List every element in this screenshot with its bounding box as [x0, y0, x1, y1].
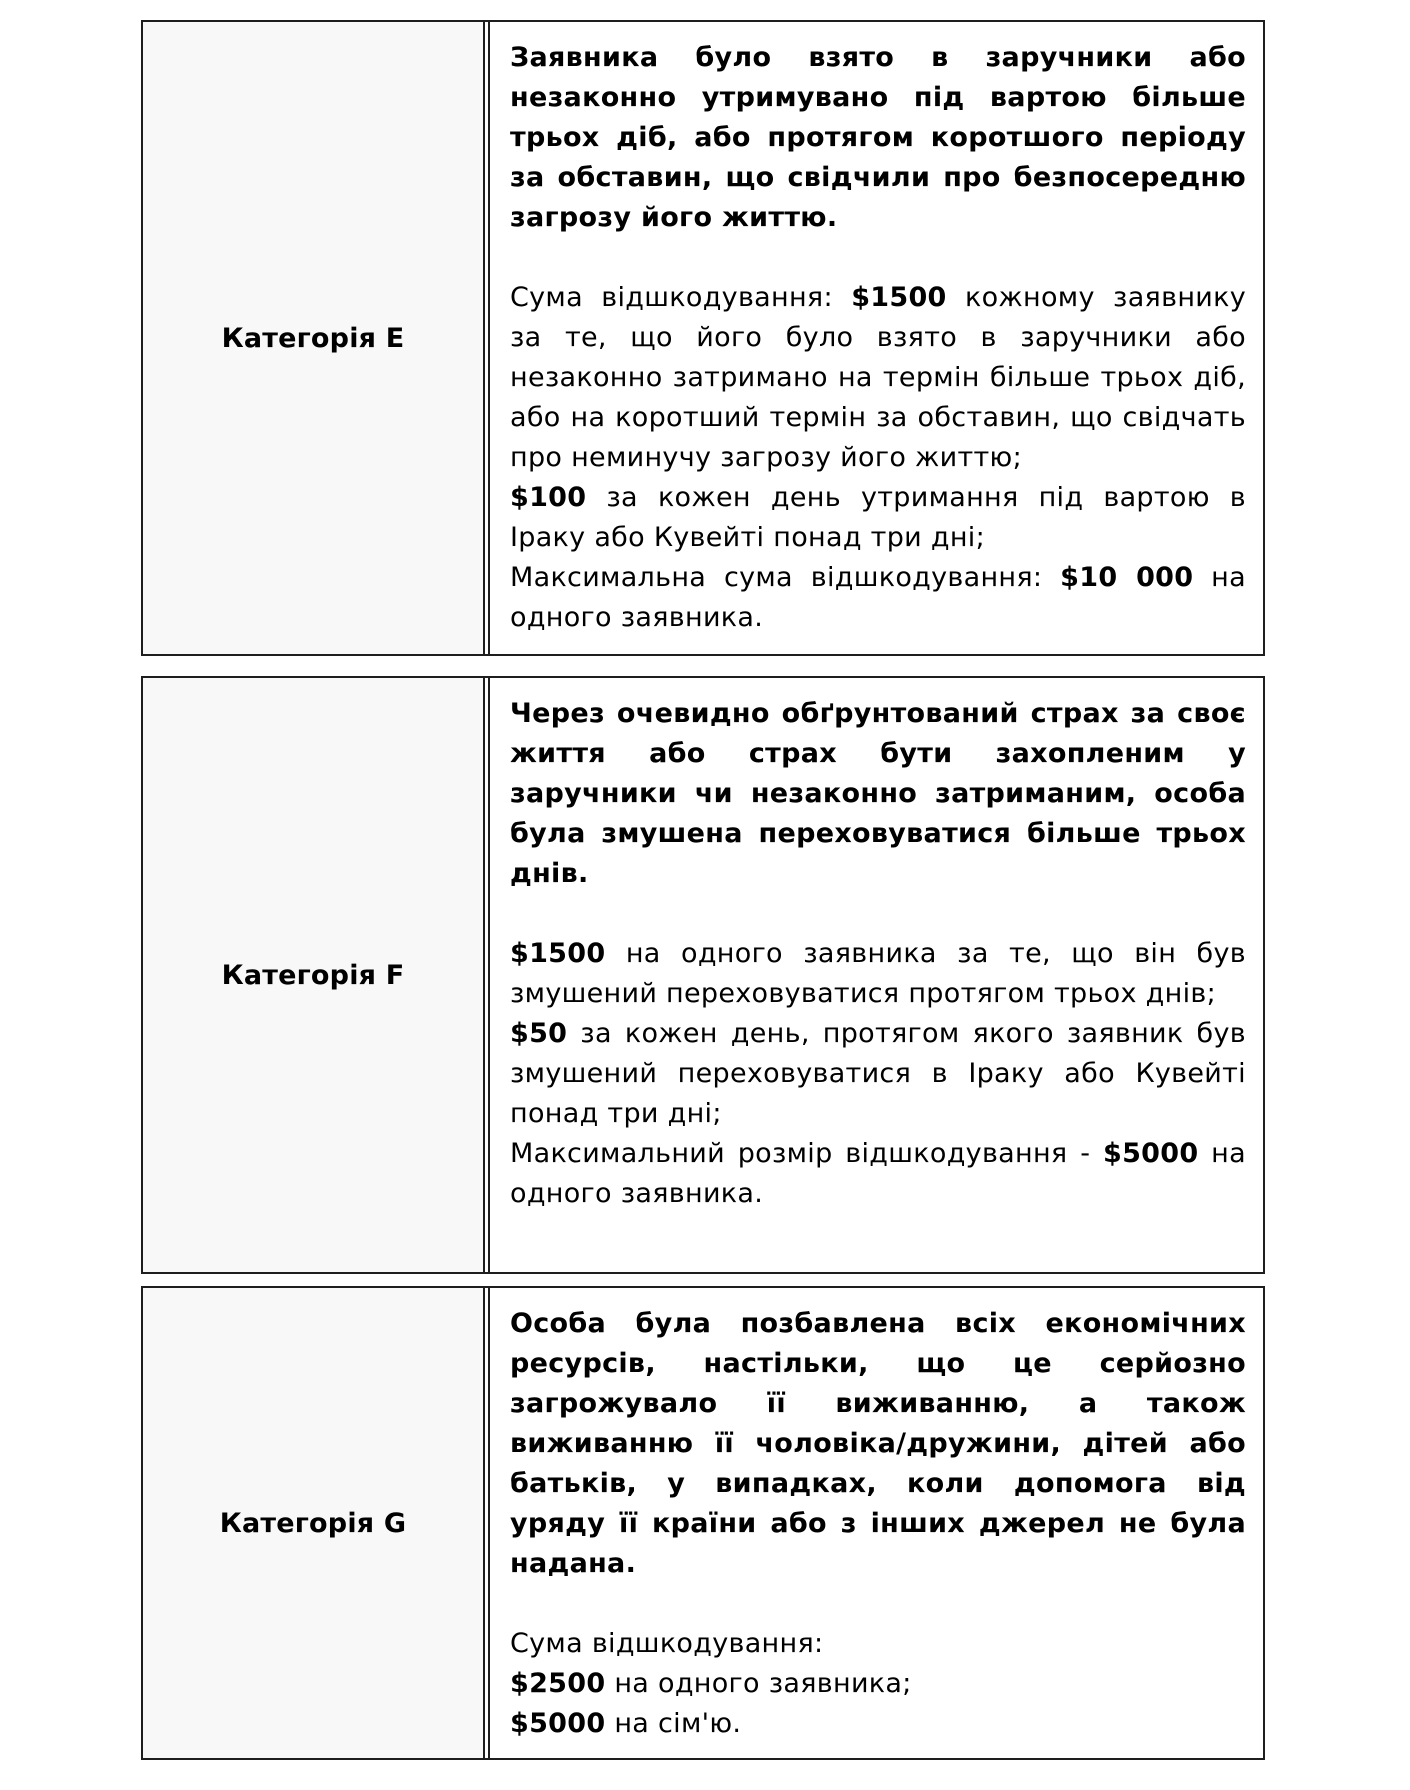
- category-e-table: [141, 20, 1265, 656]
- category-g-compensation: [510, 1624, 1246, 1744]
- category-g-table: [141, 1286, 1265, 1760]
- category-f-compensation: [510, 934, 1246, 1214]
- line-text: Сума відшкодування:: [510, 1628, 824, 1659]
- line-text: за кожен день, протягом якого заявник був змушений переховуватися в Іраку або Кувейті понад три дні;: [510, 1018, 1246, 1129]
- category-f-criteria: Через очевидно обґрунтований страх за своє життя або страх бути захопленим у заручники чи незаконно затриманим, особа була змушена переховуватися більше трьох днів.: [510, 698, 1246, 889]
- compensation-line: [510, 558, 1246, 638]
- compensation-line: [510, 278, 1246, 478]
- compensation-line: [510, 478, 1246, 558]
- category-g-label: Категорія G: [219, 1507, 407, 1539]
- line-text: Максимальний розмір відшкодування -: [510, 1138, 1103, 1169]
- category-f-label: Категорія F: [221, 959, 405, 991]
- line-text: Максимальна сума відшкодування:: [510, 562, 1061, 593]
- line-amount: $10 000: [1060, 562, 1194, 593]
- category-g-criteria: Особа була позбавлена всіх економічних ресурсів, настільки, що це серйозно загрожувало її виживанню, а також виживанню її чоловіка/дружини, дітей або батьків, у випадках, коли допомога від уряду її країни або з інших джерел не була надана.: [510, 1308, 1246, 1579]
- line-text: на одного заявника;: [605, 1668, 912, 1699]
- line-amount: $1500: [851, 282, 947, 313]
- line-text: кожному заявнику за те, що його було взято в заручники або незаконно затримано на термін більше трьох діб, або на коротший термін за обставин, що свідчать про неминучу загрозу його життю;: [510, 282, 1247, 473]
- category-g-label-cell: [143, 1288, 485, 1758]
- compensation-line: [510, 1704, 1246, 1744]
- line-text: на сім'ю.: [605, 1708, 742, 1739]
- compensation-line: [510, 1624, 1246, 1664]
- line-amount: $50: [510, 1018, 568, 1049]
- line-amount: $5000: [510, 1708, 606, 1739]
- line-amount: $100: [510, 482, 587, 513]
- category-e-label: Категорія E: [221, 322, 405, 354]
- category-e-criteria: Заявника було взято в заручники або незаконно утримувано під вартою більше трьох діб, або протягом коротшого періоду за обставин, що свідчили про безпосередню загрозу його життю.: [510, 42, 1246, 233]
- compensation-line: [510, 1134, 1246, 1214]
- category-g-content-cell: [488, 1288, 1263, 1758]
- line-text: Сума відшкодування:: [510, 282, 852, 313]
- compensation-line: [510, 934, 1246, 1014]
- category-e-compensation: [510, 278, 1246, 638]
- category-f-content-cell: [488, 678, 1263, 1272]
- compensation-line: [510, 1664, 1246, 1704]
- line-amount: $2500: [510, 1668, 606, 1699]
- category-e-content-cell: [488, 22, 1263, 654]
- category-f-label-cell: [143, 678, 485, 1272]
- line-text: за кожен день утримання під вартою в Іраку або Кувейті понад три дні;: [510, 482, 1246, 553]
- line-text: на одного заявника за те, що він був змушений переховуватися протягом трьох днів;: [510, 938, 1246, 1009]
- line-amount: $5000: [1103, 1138, 1199, 1169]
- line-amount: $1500: [510, 938, 606, 969]
- category-f-table: [141, 676, 1265, 1274]
- line-text: на одного заявника.: [510, 562, 1246, 633]
- category-e-label-cell: [143, 22, 485, 654]
- compensation-line: [510, 1014, 1246, 1134]
- line-text: на одного заявника.: [510, 1138, 1246, 1209]
